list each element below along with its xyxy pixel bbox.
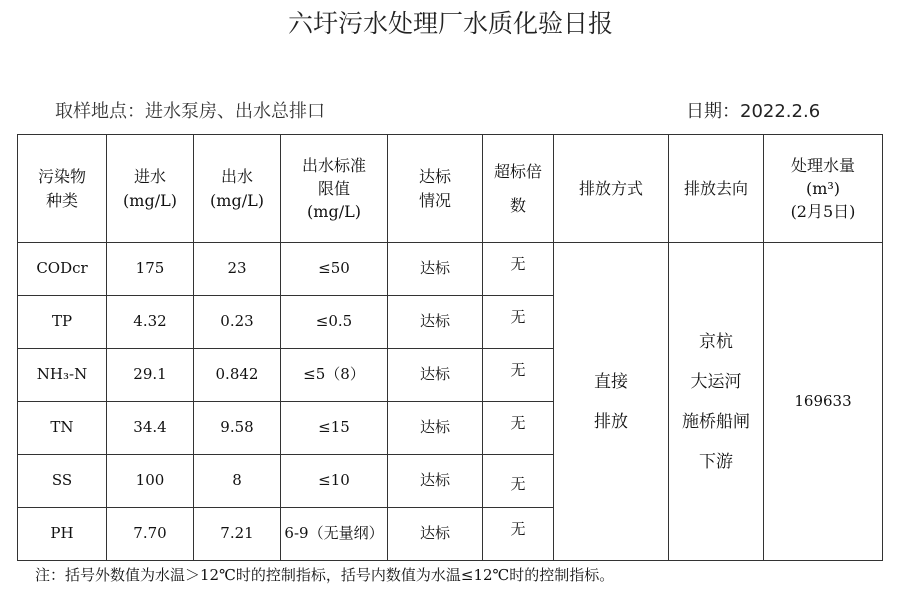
header-volume [764, 135, 883, 243]
cell-inflow: 34.4 [107, 402, 194, 455]
header-row [18, 135, 883, 243]
cell-item: NH₃-N [18, 349, 107, 402]
header-limit [281, 135, 388, 243]
cell-inflow: 175 [107, 243, 194, 296]
header-pollutant-type [18, 135, 107, 243]
discharge-method-line2: 排放 [594, 411, 628, 432]
header-inflow-line1: 进水 [133, 167, 166, 187]
cell-limit: ≤15 [281, 402, 388, 455]
header-method: 排放方式 [554, 135, 669, 243]
cell-exceed-text: 无 [510, 414, 526, 433]
table-row [18, 243, 883, 296]
header-compliance [388, 135, 483, 243]
cell-status: 达标 [388, 508, 483, 561]
header-inflow [107, 135, 194, 243]
cell-outflow: 7.21 [194, 508, 281, 561]
sampling-location: 取样地点：进水泵房、出水总排口 [55, 101, 325, 122]
destination-line3: 施桥船闸 [682, 411, 750, 432]
header-limit-line1: 出水标准 [301, 155, 366, 175]
cell-inflow: 4.32 [107, 296, 194, 349]
header-outflow [194, 135, 281, 243]
cell-discharge-destination [669, 243, 764, 561]
cell-inflow: 100 [107, 455, 194, 508]
cell-limit: ≤0.5 [281, 296, 388, 349]
destination-line2: 大运河 [690, 371, 742, 392]
cell-discharge-method [554, 243, 669, 561]
header-exceed [483, 135, 554, 243]
cell-limit: 6-9（无量纲） [281, 508, 388, 561]
header-pollutant-type-line2: 种类 [45, 190, 78, 210]
header-outflow-line2: (mg/L) [210, 190, 264, 210]
report-date: 日期：2022.2.6 [686, 101, 821, 122]
cell-outflow: 0.842 [194, 349, 281, 402]
cell-outflow: 9.58 [194, 402, 281, 455]
cell-inflow: 7.70 [107, 508, 194, 561]
cell-item: CODcr [18, 243, 107, 296]
header-exceed-line1: 超标倍 [493, 162, 542, 182]
cell-status: 达标 [388, 402, 483, 455]
water-quality-table [17, 134, 883, 561]
cell-status: 达标 [388, 455, 483, 508]
cell-item: PH [18, 508, 107, 561]
cell-exceed-text: 无 [510, 255, 526, 274]
cell-status: 达标 [388, 243, 483, 296]
report-title: 六圩污水处理厂水质化验日报 [287, 9, 613, 38]
footnote: 注：括号外数值为水温＞12℃时的控制指标，括号内数值为水温≤12℃时的控制指标。 [35, 566, 615, 584]
cell-inflow: 29.1 [107, 349, 194, 402]
header-volume-line3: (2月5日) [790, 202, 856, 222]
cell-status: 达标 [388, 296, 483, 349]
header-pollutant-type-line1: 污染物 [37, 167, 86, 187]
header-inflow-line2: (mg/L) [123, 190, 177, 210]
cell-exceed [483, 349, 554, 402]
cell-limit: ≤50 [281, 243, 388, 296]
cell-limit: ≤5（8） [281, 349, 388, 402]
destination-line4: 下游 [699, 451, 733, 472]
cell-exceed-text: 无 [510, 361, 526, 380]
header-compliance-line2: 情况 [418, 190, 451, 210]
discharge-method-line1: 直接 [594, 371, 628, 392]
destination-line1: 京杭 [699, 331, 733, 352]
header-compliance-line1: 达标 [418, 167, 451, 187]
cell-exceed-text: 无 [510, 475, 526, 494]
cell-item: TP [18, 296, 107, 349]
header-outflow-line1: 出水 [220, 167, 253, 187]
cell-exceed [483, 243, 554, 296]
cell-exceed-text: 无 [510, 520, 526, 539]
cell-item: SS [18, 455, 107, 508]
header-volume-line1: 处理水量 [790, 155, 855, 175]
cell-outflow: 23 [194, 243, 281, 296]
header-exceed-line2: 数 [509, 195, 526, 215]
cell-exceed [483, 402, 554, 455]
cell-treated-volume: 169633 [764, 243, 883, 561]
cell-item: TN [18, 402, 107, 455]
cell-outflow: 0.23 [194, 296, 281, 349]
header-limit-line2: 限值 [317, 178, 350, 198]
cell-limit: ≤10 [281, 455, 388, 508]
cell-status: 达标 [388, 349, 483, 402]
cell-exceed [483, 296, 554, 349]
header-destination: 排放去向 [669, 135, 764, 243]
cell-outflow: 8 [194, 455, 281, 508]
header-limit-line3: (mg/L) [307, 202, 361, 222]
cell-exceed-text: 无 [510, 308, 526, 327]
cell-exceed [483, 508, 554, 561]
cell-exceed [483, 455, 554, 508]
header-volume-line2: (m³) [805, 178, 841, 198]
